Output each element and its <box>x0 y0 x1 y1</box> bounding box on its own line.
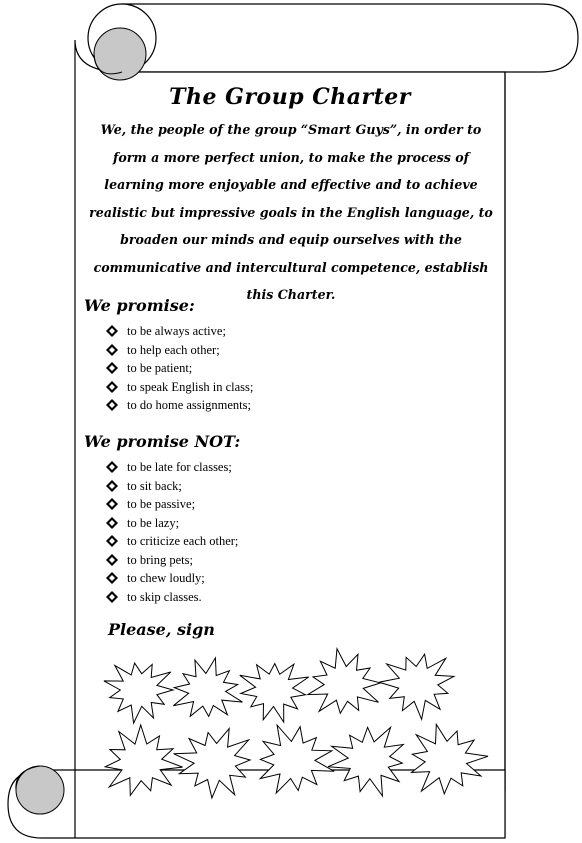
charter-preamble: We, the people of the group “Smart Guys”, in order to form a more perfect union, to make the process of learning more enjoyable and effective and to achieve realistic but impressive goals in the English language, to broaden our minds and equip ourselves with the communicative and intercultural competence, establish this Charter. <box>89 122 493 302</box>
signature-star[interactable] <box>328 727 403 796</box>
list-item-text: to be passive; <box>127 497 196 511</box>
signature-star[interactable] <box>173 658 242 717</box>
list-item-text: to help each other; <box>127 342 220 357</box>
list-item-text: to speak English in class; <box>127 379 254 394</box>
list-item-text: to criticize each other; <box>127 534 239 548</box>
list-item-text: to skip classes. <box>127 589 202 604</box>
signature-star[interactable] <box>379 654 454 719</box>
list-item-text: to be lazy; <box>127 515 180 530</box>
list-item-text: to be always active; <box>127 324 226 338</box>
list-item-text: to be patient; <box>127 361 193 375</box>
list-item-text: to sit back; <box>127 478 182 493</box>
signature-star[interactable] <box>174 729 251 799</box>
list-item-text: to be late for classes; <box>127 460 232 474</box>
charter-title: The Group Charter <box>169 84 411 110</box>
promise-not-heading: We promise NOT: <box>84 432 241 451</box>
signature-star[interactable] <box>260 725 334 793</box>
signature-star[interactable] <box>105 725 182 795</box>
signature-star[interactable] <box>308 649 381 714</box>
signature-star[interactable] <box>412 724 489 793</box>
list-item-text: to do home assignments; <box>127 398 251 412</box>
signature-star[interactable] <box>104 663 173 723</box>
promise-heading: We promise: <box>84 296 195 315</box>
list-item-text: to bring pets; <box>127 552 193 567</box>
signature-star[interactable] <box>240 664 309 723</box>
list-item-text: to chew loudly; <box>127 571 205 585</box>
sign-label: Please, sign <box>108 620 215 639</box>
